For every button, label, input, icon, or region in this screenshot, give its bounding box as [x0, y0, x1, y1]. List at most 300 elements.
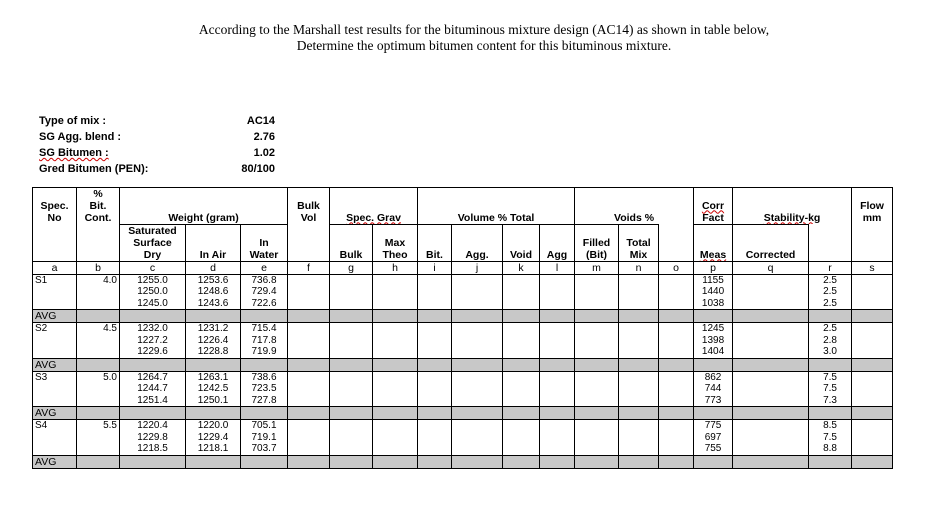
table-cell — [575, 298, 619, 310]
col-letter: n — [619, 261, 659, 274]
table-cell — [288, 443, 330, 455]
stability-measured: 1404 — [694, 346, 733, 358]
avg-cell — [694, 310, 733, 323]
table-cell — [540, 274, 575, 286]
stability-measured: 744 — [694, 383, 733, 395]
stability-measured: 697 — [694, 432, 733, 444]
stability-measured: 1155 — [694, 274, 733, 286]
col-letter: j — [452, 261, 503, 274]
table-cell — [659, 346, 694, 358]
avg-cell — [852, 310, 893, 323]
avg-cell — [288, 358, 330, 371]
table-row — [33, 420, 893, 432]
table-cell — [733, 395, 809, 407]
table-cell — [619, 346, 659, 358]
table-cell — [852, 420, 893, 432]
table-cell — [452, 383, 503, 395]
table-cell — [540, 420, 575, 432]
avg-cell — [330, 310, 373, 323]
weight-ssd: 1220.4 — [120, 420, 186, 432]
table-cell — [540, 443, 575, 455]
hdr-weight: Weight (gram) — [120, 188, 288, 225]
sg-agg-label: SG Agg. blend : — [39, 131, 122, 143]
table-cell — [540, 298, 575, 310]
stability-measured: 773 — [694, 395, 733, 407]
weight-in-water: 727.8 — [241, 395, 288, 407]
bitumen-content: 5.0 — [77, 371, 120, 383]
question-line-1: According to the Marshall test results for the bituminous mixture design (AC14) as shown in table below, — [198, 22, 770, 37]
avg-cell — [77, 407, 120, 420]
table-cell — [418, 432, 452, 444]
avg-cell — [120, 358, 186, 371]
table-cell — [619, 371, 659, 383]
weight-in-water: 722.6 — [241, 298, 288, 310]
avg-cell — [540, 407, 575, 420]
sg-bitumen-value: 1.02 — [253, 147, 275, 159]
avg-cell — [452, 407, 503, 420]
avg-cell — [619, 407, 659, 420]
table-cell — [330, 383, 373, 395]
table-cell — [452, 371, 503, 383]
table-cell — [77, 383, 120, 395]
hdr-filled: Filled (Bit) — [575, 224, 619, 261]
avg-cell — [418, 455, 452, 468]
table-cell — [852, 346, 893, 358]
table-cell — [373, 298, 418, 310]
table-cell — [418, 383, 452, 395]
avg-cell — [503, 407, 540, 420]
table-cell — [288, 383, 330, 395]
avg-cell — [619, 455, 659, 468]
table-cell — [619, 274, 659, 286]
specimen-id: S3 — [33, 371, 77, 383]
avg-cell — [659, 358, 694, 371]
weight-in-water: 719.9 — [241, 346, 288, 358]
flow-mm: 7.5 — [809, 432, 852, 444]
weight-ssd: 1232.0 — [120, 323, 186, 335]
table-cell — [575, 383, 619, 395]
avg-cell — [418, 310, 452, 323]
avg-cell — [452, 358, 503, 371]
table-cell — [733, 383, 809, 395]
table-row — [33, 274, 893, 286]
table-cell — [852, 286, 893, 298]
table-cell — [575, 395, 619, 407]
hdr-max-theo: Max Theo — [373, 224, 418, 261]
table-cell — [373, 286, 418, 298]
table-cell — [33, 443, 77, 455]
hdr-stability: Stability-kg — [733, 188, 852, 225]
weight-ssd: 1229.6 — [120, 346, 186, 358]
table-cell — [373, 432, 418, 444]
table-cell — [330, 395, 373, 407]
table-cell — [452, 432, 503, 444]
table-row — [33, 383, 893, 395]
hdr-flow: Flow mm — [852, 188, 893, 225]
bitumen-content: 4.0 — [77, 274, 120, 286]
table-cell — [288, 335, 330, 347]
avg-cell — [503, 455, 540, 468]
table-cell — [418, 323, 452, 335]
col-letter: e — [241, 261, 288, 274]
table-cell — [418, 443, 452, 455]
avg-cell — [540, 358, 575, 371]
table-cell — [452, 346, 503, 358]
table-cell — [77, 335, 120, 347]
avg-cell — [540, 310, 575, 323]
avg-cell — [659, 455, 694, 468]
table-cell — [659, 420, 694, 432]
table-cell — [330, 274, 373, 286]
table-row — [33, 286, 893, 298]
flow-mm: 2.5 — [809, 286, 852, 298]
weight-in-air: 1253.6 — [186, 274, 241, 286]
table-cell — [452, 274, 503, 286]
table-row — [33, 346, 893, 358]
avg-cell — [659, 407, 694, 420]
table-cell — [288, 420, 330, 432]
table-cell — [540, 335, 575, 347]
table-cell — [575, 346, 619, 358]
table-cell — [575, 420, 619, 432]
weight-in-water: 736.8 — [241, 274, 288, 286]
stability-measured: 755 — [694, 443, 733, 455]
sg-agg-value: 2.76 — [253, 131, 275, 143]
table-cell — [288, 298, 330, 310]
table-row — [33, 432, 893, 444]
flow-mm: 2.8 — [809, 335, 852, 347]
question-line-2: Determine the optimum bitumen content for this bituminous mixture. — [296, 38, 672, 53]
table-cell — [33, 298, 77, 310]
avg-cell — [373, 407, 418, 420]
stability-measured: 1440 — [694, 286, 733, 298]
avg-cell — [619, 358, 659, 371]
col-letter: h — [373, 261, 418, 274]
avg-cell — [809, 310, 852, 323]
avg-cell — [373, 455, 418, 468]
table-row — [33, 395, 893, 407]
flow-mm: 2.5 — [809, 323, 852, 335]
stability-measured: 1245 — [694, 323, 733, 335]
avg-cell — [186, 407, 241, 420]
table-cell — [418, 274, 452, 286]
table-cell — [852, 323, 893, 335]
hdr-in-water: In Water — [241, 224, 288, 261]
avg-cell — [694, 455, 733, 468]
weight-in-air: 1226.4 — [186, 335, 241, 347]
table-cell — [452, 298, 503, 310]
table-cell — [619, 432, 659, 444]
weight-ssd: 1255.0 — [120, 274, 186, 286]
avg-cell — [575, 310, 619, 323]
avg-cell — [418, 407, 452, 420]
weight-ssd: 1244.7 — [120, 383, 186, 395]
avg-cell — [503, 358, 540, 371]
table-cell — [540, 432, 575, 444]
avg-row — [33, 407, 893, 420]
col-letter: o — [659, 261, 694, 274]
mix-type-label: Type of mix : — [39, 115, 107, 127]
table-cell — [330, 335, 373, 347]
specimen-id: S1 — [33, 274, 77, 286]
avg-label: AVG — [33, 455, 77, 468]
weight-in-water: 719.1 — [241, 432, 288, 444]
table-cell — [77, 298, 120, 310]
table-cell — [540, 383, 575, 395]
table-cell — [503, 371, 540, 383]
table-cell — [503, 323, 540, 335]
avg-cell — [452, 310, 503, 323]
table-cell — [288, 286, 330, 298]
table-cell — [77, 432, 120, 444]
avg-cell — [575, 358, 619, 371]
table-cell — [330, 443, 373, 455]
table-cell — [619, 298, 659, 310]
stability-measured: 862 — [694, 371, 733, 383]
flow-mm: 8.5 — [809, 420, 852, 432]
table-cell — [418, 395, 452, 407]
table-cell — [373, 371, 418, 383]
avg-cell — [373, 310, 418, 323]
table-row — [33, 323, 893, 335]
hdr-corrected: Corrected — [733, 224, 809, 261]
weight-ssd: 1227.2 — [120, 335, 186, 347]
table-cell — [33, 286, 77, 298]
avg-cell — [288, 455, 330, 468]
avg-cell — [575, 455, 619, 468]
table-cell — [33, 395, 77, 407]
table-cell — [452, 286, 503, 298]
avg-label: AVG — [33, 358, 77, 371]
marshall-table — [32, 187, 893, 469]
table-cell — [852, 443, 893, 455]
weight-in-water: 723.5 — [241, 383, 288, 395]
table-cell — [288, 432, 330, 444]
table-cell — [852, 395, 893, 407]
avg-cell — [241, 407, 288, 420]
weight-ssd: 1245.0 — [120, 298, 186, 310]
col-letter: r — [809, 261, 852, 274]
table-cell — [659, 274, 694, 286]
table-cell — [452, 395, 503, 407]
table-cell — [330, 371, 373, 383]
hdr-i-bit: Bit. — [418, 224, 452, 261]
avg-cell — [186, 455, 241, 468]
table-cell — [733, 335, 809, 347]
avg-cell — [241, 455, 288, 468]
table-cell — [373, 395, 418, 407]
hdr-bulk-vol: Bulk Vol — [288, 188, 330, 225]
table-cell — [503, 274, 540, 286]
weight-in-air: 1229.4 — [186, 432, 241, 444]
hdr-bit-cont: % Bit. Cont. — [77, 188, 120, 225]
mix-type-value: AC14 — [246, 115, 275, 127]
avg-cell — [330, 358, 373, 371]
weight-in-water: 738.6 — [241, 371, 288, 383]
table-cell — [659, 395, 694, 407]
table-cell — [540, 323, 575, 335]
table-cell — [540, 395, 575, 407]
table-cell — [418, 420, 452, 432]
table-cell — [77, 395, 120, 407]
table-cell — [733, 432, 809, 444]
avg-cell — [330, 455, 373, 468]
specimen-id: S4 — [33, 420, 77, 432]
avg-row — [33, 358, 893, 371]
table-cell — [733, 274, 809, 286]
table-cell — [575, 335, 619, 347]
table-cell — [852, 298, 893, 310]
specimen-id: S2 — [33, 323, 77, 335]
hdr-j-agg: Agg. — [452, 224, 503, 261]
weight-ssd: 1229.8 — [120, 432, 186, 444]
table-cell — [503, 286, 540, 298]
table-cell — [418, 346, 452, 358]
table-cell — [733, 286, 809, 298]
table-row — [33, 335, 893, 347]
weight-in-air: 1242.5 — [186, 383, 241, 395]
table-cell — [619, 443, 659, 455]
weight-in-air: 1220.0 — [186, 420, 241, 432]
avg-cell — [619, 310, 659, 323]
table-cell — [288, 323, 330, 335]
letters-row — [33, 261, 893, 274]
table-cell — [33, 346, 77, 358]
hdr-corr-fact: Corr Fact — [694, 188, 733, 225]
table-cell — [373, 420, 418, 432]
table-cell — [33, 335, 77, 347]
table-cell — [575, 286, 619, 298]
table-cell — [575, 371, 619, 383]
table-cell — [540, 346, 575, 358]
table-cell — [619, 383, 659, 395]
flow-mm: 7.3 — [809, 395, 852, 407]
table-cell — [503, 298, 540, 310]
table-row — [33, 443, 893, 455]
table-cell — [659, 323, 694, 335]
table-cell — [659, 371, 694, 383]
avg-cell — [809, 407, 852, 420]
flow-mm: 3.0 — [809, 346, 852, 358]
table-cell — [733, 323, 809, 335]
weight-in-water: 717.8 — [241, 335, 288, 347]
avg-cell — [733, 310, 809, 323]
table-cell — [288, 274, 330, 286]
table-cell — [503, 420, 540, 432]
table-cell — [33, 432, 77, 444]
table-cell — [418, 335, 452, 347]
table-cell — [733, 443, 809, 455]
weight-in-air: 1243.6 — [186, 298, 241, 310]
avg-cell — [77, 358, 120, 371]
header-row-1 — [33, 188, 893, 225]
hdr-k-void: Void — [503, 224, 540, 261]
hdr-voids: Voids % — [575, 188, 694, 225]
table-cell — [575, 323, 619, 335]
table-cell — [452, 420, 503, 432]
avg-cell — [575, 407, 619, 420]
avg-cell — [418, 358, 452, 371]
avg-cell — [186, 358, 241, 371]
weight-in-water: 715.4 — [241, 323, 288, 335]
table-cell — [452, 335, 503, 347]
hdr-spec: Spec. No — [33, 188, 77, 225]
col-letter: m — [575, 261, 619, 274]
table-cell — [575, 432, 619, 444]
table-row — [33, 298, 893, 310]
avg-cell — [809, 455, 852, 468]
table-cell — [659, 432, 694, 444]
stability-measured: 1038 — [694, 298, 733, 310]
avg-cell — [241, 310, 288, 323]
avg-label: AVG — [33, 310, 77, 323]
table-cell — [373, 274, 418, 286]
avg-cell — [186, 310, 241, 323]
hdr-meas: Meas — [694, 224, 733, 261]
weight-in-air: 1231.2 — [186, 323, 241, 335]
col-letter: i — [418, 261, 452, 274]
table-cell — [852, 432, 893, 444]
table-cell — [619, 323, 659, 335]
col-letter: q — [733, 261, 809, 274]
avg-cell — [330, 407, 373, 420]
sg-bitumen-label: SG Bitumen : — [39, 147, 109, 159]
weight-in-water: 705.1 — [241, 420, 288, 432]
stability-measured: 775 — [694, 420, 733, 432]
table-cell — [503, 432, 540, 444]
table-cell — [452, 323, 503, 335]
hdr-l-agg: Agg — [540, 224, 575, 261]
weight-in-air: 1218.1 — [186, 443, 241, 455]
table-cell — [659, 443, 694, 455]
avg-cell — [120, 407, 186, 420]
weight-in-air: 1228.8 — [186, 346, 241, 358]
table-cell — [330, 323, 373, 335]
table-cell — [733, 298, 809, 310]
table-cell — [373, 335, 418, 347]
hdr-ssd: Saturated Surface Dry — [120, 224, 186, 261]
table-cell — [33, 383, 77, 395]
weight-in-water: 703.7 — [241, 443, 288, 455]
weight-ssd: 1251.4 — [120, 395, 186, 407]
flow-mm: 2.5 — [809, 274, 852, 286]
weight-in-air: 1263.1 — [186, 371, 241, 383]
flow-mm: 7.5 — [809, 383, 852, 395]
table-cell — [452, 443, 503, 455]
hdr-spec-grav: Spec. Grav — [330, 188, 418, 225]
table-cell — [852, 274, 893, 286]
table-cell — [619, 420, 659, 432]
table-cell — [77, 346, 120, 358]
avg-cell — [852, 358, 893, 371]
col-letter: b — [77, 261, 120, 274]
col-letter: k — [503, 261, 540, 274]
table-cell — [733, 420, 809, 432]
table-cell — [659, 335, 694, 347]
avg-cell — [288, 310, 330, 323]
avg-cell — [694, 358, 733, 371]
hdr-in-air: In Air — [186, 224, 241, 261]
avg-cell — [852, 407, 893, 420]
grade-label: Gred Bitumen (PEN): — [39, 163, 149, 175]
table-cell — [373, 346, 418, 358]
weight-ssd: 1264.7 — [120, 371, 186, 383]
col-letter: d — [186, 261, 241, 274]
table-cell — [540, 286, 575, 298]
table-cell — [503, 335, 540, 347]
table-cell — [659, 286, 694, 298]
table-cell — [733, 371, 809, 383]
